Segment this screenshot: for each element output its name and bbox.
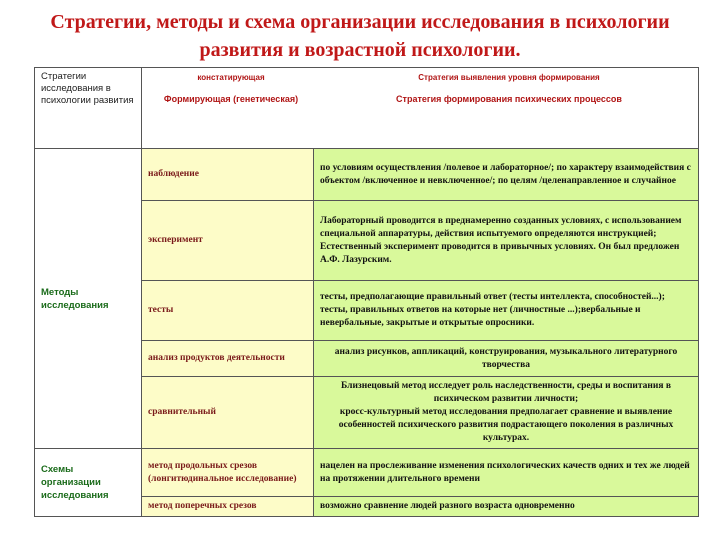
scheme-name: метод поперечных срезов bbox=[142, 497, 314, 517]
method-name: тесты bbox=[142, 281, 314, 341]
method-name: сравнительный bbox=[142, 377, 314, 449]
method-description: тесты, предполагающие правильный ответ (тесты интеллекта, способностей...); тесты, правильных ответов на которые нет (личностные ...);вербальные и невербальные, закрытые и открытые опросники. bbox=[314, 281, 699, 341]
header-sub-right: Стратегия формирования психических процессов bbox=[396, 94, 622, 104]
method-description-line: Близнецовый метод исследует роль наследственности, среды и воспитания в психическом развитии личности; bbox=[340, 381, 672, 404]
schemes-section-label: Схемы организации исследования bbox=[35, 449, 142, 517]
method-name: наблюдение bbox=[142, 149, 314, 201]
header-top-right: Стратегия выявления уровня формирования bbox=[418, 73, 600, 82]
method-description: по условиям осуществления /полевое и лабораторное/; по характеру взаимодействия с объектом /включенное и невключенное/; по целям /целенаправленное и случайное bbox=[314, 149, 699, 201]
method-description-line: Лабораторный проводится в преднамеренно созданных условиях, с использованием специальной аппаратуры, действия испытуемого определяются инструкцией; bbox=[320, 215, 682, 239]
method-description-line: кросс-культурный метод исследования предполагает сравнение и выявление особенностей психического развития подрастающего поколения в различных культурах. bbox=[338, 407, 674, 443]
method-name: анализ продуктов деятельности bbox=[142, 341, 314, 377]
header-left-cell: Стратегии исследования в психологии развития bbox=[35, 68, 142, 149]
method-description-line: Естественный эксперимент проводится в привычных условиях. Он был предложен А.Ф. Лазурским. bbox=[320, 241, 680, 265]
title-line-1: Стратегии, методы и схема организации исследования в психологии bbox=[50, 11, 670, 33]
method-name: эксперимент bbox=[142, 201, 314, 281]
table-row bbox=[35, 449, 699, 497]
method-description bbox=[314, 377, 699, 449]
scheme-name: метод продольных срезов (лонгитюдинальное исследование) bbox=[142, 449, 314, 497]
scheme-description: возможно сравнение людей разного возраста одновременно bbox=[314, 497, 699, 517]
methods-section-label: Методы исследования bbox=[35, 149, 142, 449]
page-title bbox=[0, 8, 720, 64]
strategies-table bbox=[34, 67, 699, 517]
scheme-description: нацелен на прослеживание изменения психологических качеств одних и тех же людей на протяжении длительного времени bbox=[314, 449, 699, 497]
table-row bbox=[35, 149, 699, 201]
header-top-left: констатирующая bbox=[197, 73, 265, 82]
header-row bbox=[35, 68, 699, 149]
method-description: анализ рисунков, аппликаций, конструирования, музыкального литературного творчества bbox=[314, 341, 699, 377]
title-line-2: развития и возрастной психологии. bbox=[199, 39, 521, 61]
method-description bbox=[314, 201, 699, 281]
header-strategies-cell bbox=[142, 68, 699, 149]
header-sub-left: Формирующая (генетическая) bbox=[163, 94, 299, 104]
